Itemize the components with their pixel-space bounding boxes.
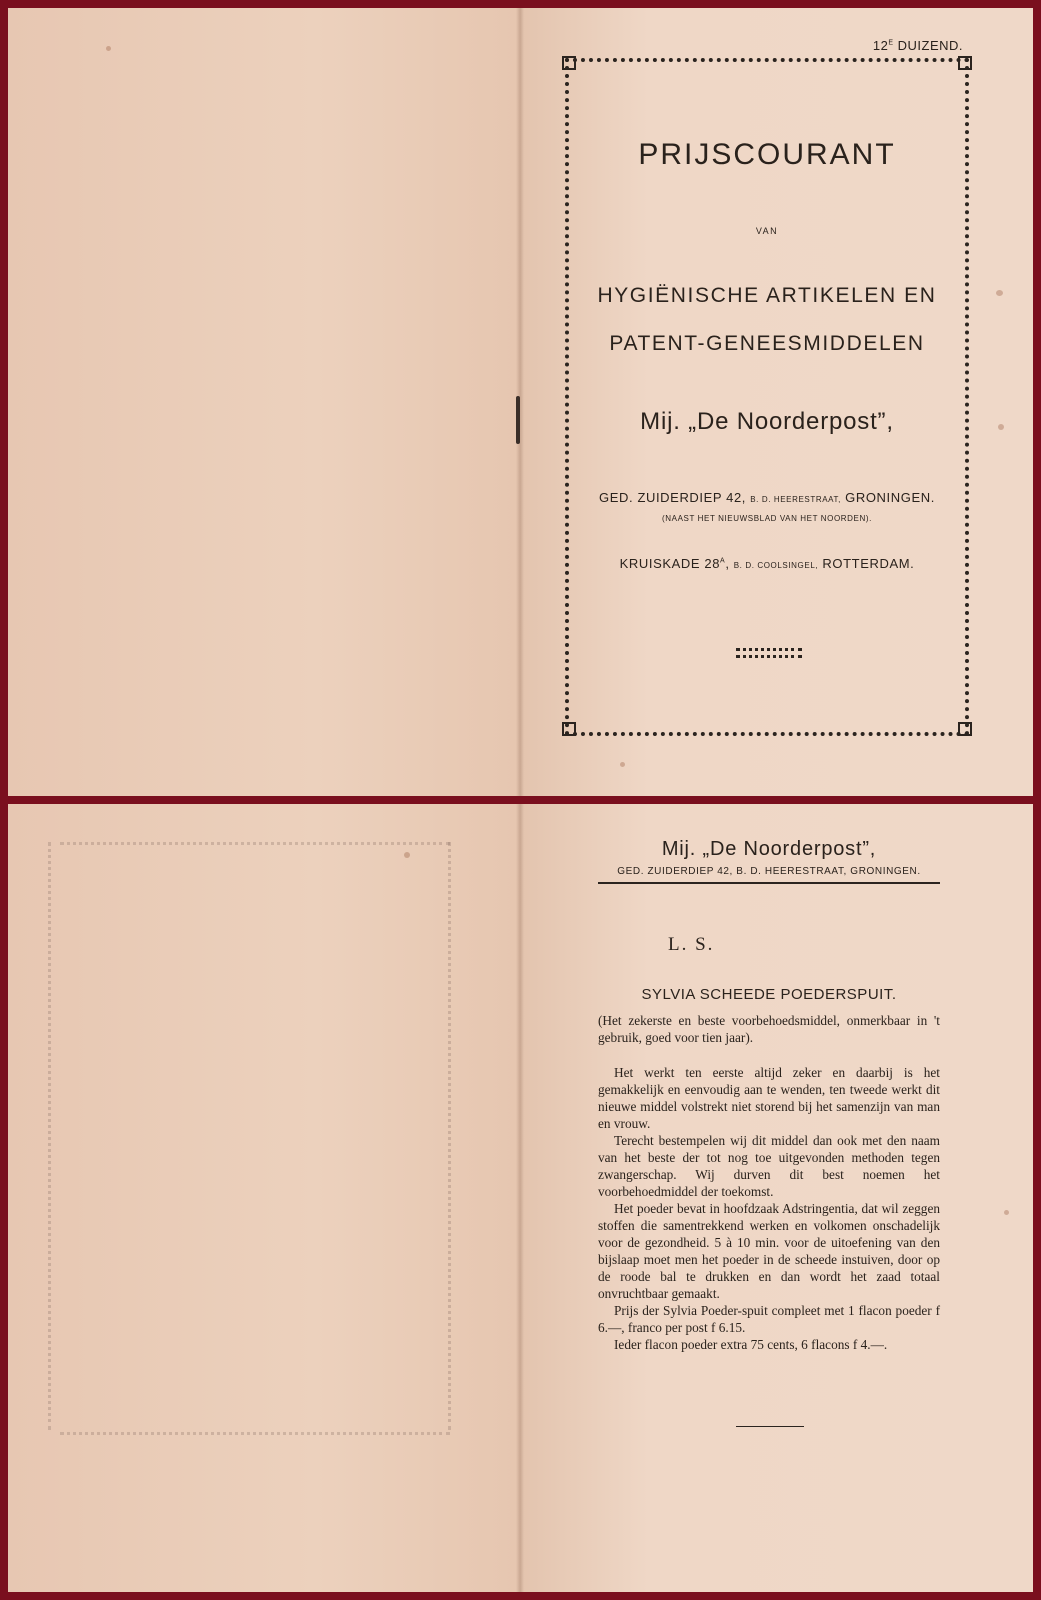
staple <box>516 396 520 444</box>
header-company-name: Mij. „De Noorderpost”, <box>661 838 877 860</box>
salutation: L. S. <box>668 934 715 955</box>
ghost-border <box>448 842 451 1430</box>
ghost-border <box>60 1432 450 1435</box>
border-corner-ornament <box>958 722 972 736</box>
cover-address-note: (NAAST HET NIEUWSBLAD VAN HET NOORDEN). <box>662 514 872 523</box>
border-corner-ornament <box>562 722 576 736</box>
border-corner-ornament <box>958 56 972 70</box>
paragraph: Ieder flacon poeder extra 75 cents, 6 flacons f 4.—. <box>614 1337 888 1352</box>
cover-address-rotterdam: KRUISKADE $28^A$, B. D. COOLSINGEL, ROTTERDAM. <box>619 556 915 571</box>
product-title: SYLVIA SCHEEDE POEDERSPUIT. <box>641 986 897 1003</box>
ghost-border <box>48 842 51 1430</box>
stain <box>1004 1210 1009 1215</box>
ghost-border <box>60 842 450 845</box>
body-text <box>598 1012 940 1353</box>
stain <box>998 424 1004 430</box>
header-rule <box>598 882 940 884</box>
stain <box>404 852 410 858</box>
paragraph: Terecht bestempelen wij dit middel dan ook met den naam van het beste der tot nog toe uitgevonden methoden tegen zwangerschap. Wij durven dit best noemen het voorbehoedmiddel der toekomst. <box>598 1133 940 1199</box>
cover-company-name: Mij. „De Noorderpost”, <box>640 408 894 435</box>
cover-title: PRIJSCOURANT <box>638 138 896 171</box>
paragraph: Het werkt ten eerste altijd zeker en daarbij is het gemakkelijk en eenvoudig aan te wenden, ten tweede werkt dit nieuwe middel volstrekt niet storend bij het samenzijn van man en vrouw. <box>598 1065 940 1131</box>
border-corner-ornament <box>562 56 576 70</box>
cover-subtitle-line1: HYGIËNISCHE ARTIKELEN EN <box>597 284 937 307</box>
header-address: GED. ZUIDERDIEP 42, B. D. HEERESTRAAT, GRONINGEN. <box>617 866 921 877</box>
inside-cover-page <box>8 804 520 1592</box>
edition-label: $12^E$ DUIZEND. <box>872 38 963 53</box>
cover-subtitle-line2: PATENT-GENEESMIDDELEN <box>609 332 925 355</box>
stain <box>620 762 625 767</box>
paragraph: Prijs der Sylvia Poeder-spuit compleet met 1 flacon poeder f 6.—, franco per post f 6.15. <box>598 1303 940 1335</box>
paragraph: Het poeder bevat in hoofdzaak Adstringentia, dat wil zeggen stoffen die samentrekkend werken en volkomen onschadelijk voor de gezondheid. 5 à 10 min. voor de uitoefening van den bijslaap moet men het poeder in de scheede instuiven, door op de roode bal te drukken en dan wordt het zaad totaal onvruchtbaar gemaakt. <box>598 1201 940 1301</box>
blank-back-page <box>8 8 520 796</box>
stain <box>996 290 1003 296</box>
cover-ornament <box>736 648 802 658</box>
product-subtitle: (Het zekerste en beste voorbehoedsmiddel, onmerkbaar in 't gebruik, goed voor tien jaar). <box>598 1013 940 1045</box>
stain <box>106 46 111 51</box>
cover-van: VAN <box>755 226 779 236</box>
spine <box>516 804 524 1592</box>
cover-address-groningen: GED. ZUIDERDIEP 42, B. D. HEERESTRAAT, GRONINGEN. <box>599 490 935 505</box>
end-rule <box>736 1426 804 1427</box>
